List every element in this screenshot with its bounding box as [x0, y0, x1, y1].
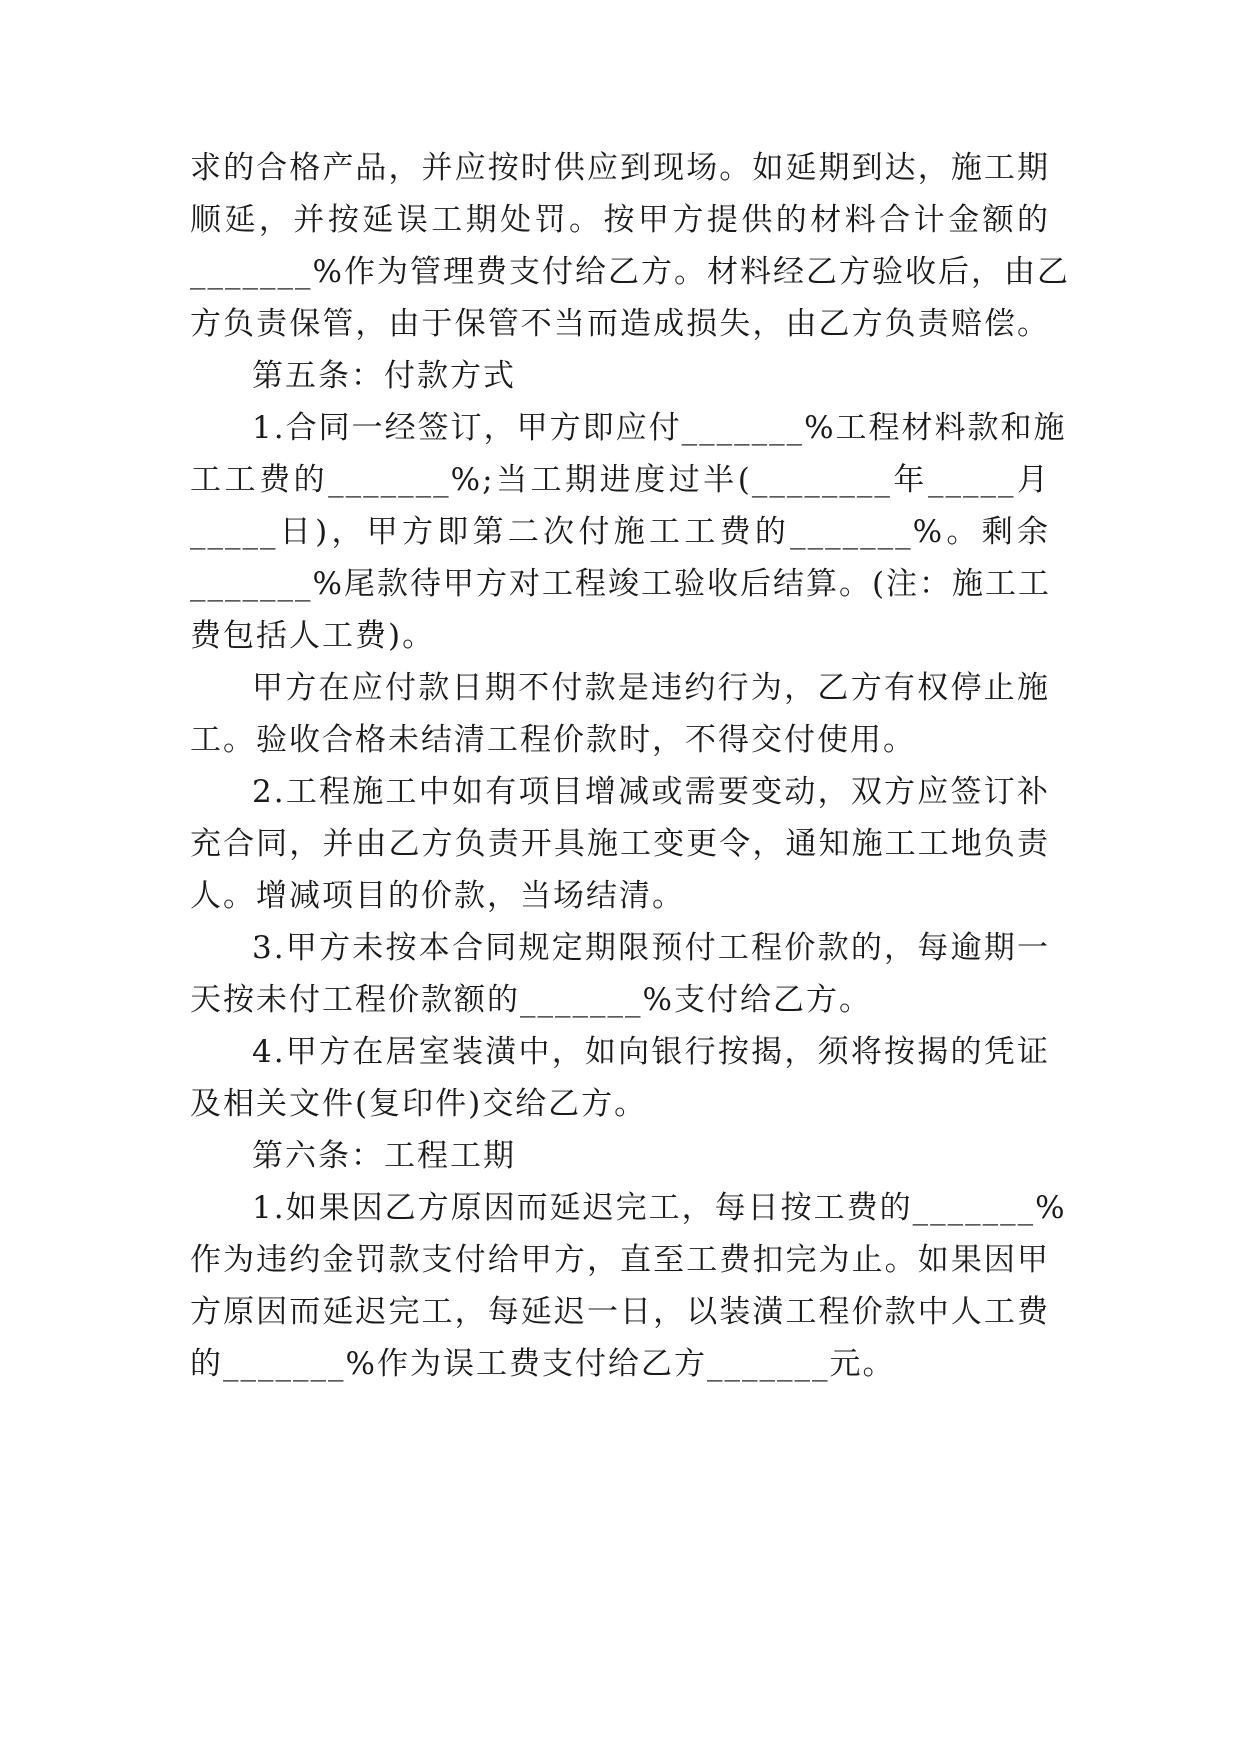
text-line: 工。验收合格未结清工程价款时，不得交付使用。	[190, 722, 916, 758]
text-line: _______%作为管理费支付给乙方。材料经乙方验收后，由乙	[190, 254, 1070, 290]
text-line: 及相关文件(复印件)交给乙方。	[190, 1086, 648, 1122]
text-line: 作为违约金罚款支付给甲方，直至工费扣完为止。如果因甲	[190, 1242, 1050, 1278]
text-line: 人。增减项目的价款，当场结清。	[190, 878, 685, 914]
text-line: 天按未付工程价款额的_______%支付给乙方。	[190, 982, 872, 1018]
section-heading: 第五条：付款方式	[252, 358, 516, 394]
text-line: 工工费的_______%;当工期进度过半(________年_____月	[190, 462, 1050, 498]
text-line: 费包括人工费)。	[190, 618, 436, 654]
text-line: 3.甲方未按本合同规定期限预付工程价款的，每逾期一	[252, 930, 1050, 966]
text-line: 4.甲方在居室装潢中，如向银行按揭，须将按揭的凭证	[252, 1034, 1050, 1070]
text-line: 充合同，并由乙方负责开具施工变更令，通知施工工地负责	[190, 826, 1050, 862]
text-line: 方原因而延迟完工，每延迟一日，以装潢工程价款中人工费	[190, 1294, 1050, 1330]
text-line: _______%尾款待甲方对工程竣工验收后结算。(注：施工工	[190, 566, 1052, 602]
text-line: 2.工程施工中如有项目增减或需要变动，双方应签订补	[252, 774, 1050, 810]
text-line: 求的合格产品，并应按时供应到现场。如延期到达，施工期	[190, 150, 1050, 186]
text-line: 甲方在应付款日期不付款是违约行为，乙方有权停止施	[252, 670, 1050, 706]
text-line: _____日)，甲方即第二次付施工工费的_______%。剩余	[190, 514, 1050, 550]
text-line: 1.合同一经签订，甲方即应付_______%工程材料款和施	[252, 410, 1067, 446]
text-line: 方负责保管，由于保管不当而造成损失，由乙方负责赔偿。	[190, 306, 1050, 342]
section-heading: 第六条：工程工期	[252, 1138, 516, 1174]
text-line: 顺延，并按延误工期处罚。按甲方提供的材料合计金额的	[190, 202, 1050, 238]
text-line: 1.如果因乙方原因而延迟完工，每日按工费的_______%	[252, 1190, 1067, 1226]
text-line: 的_______%作为误工费支付给乙方_______元。	[190, 1346, 896, 1382]
